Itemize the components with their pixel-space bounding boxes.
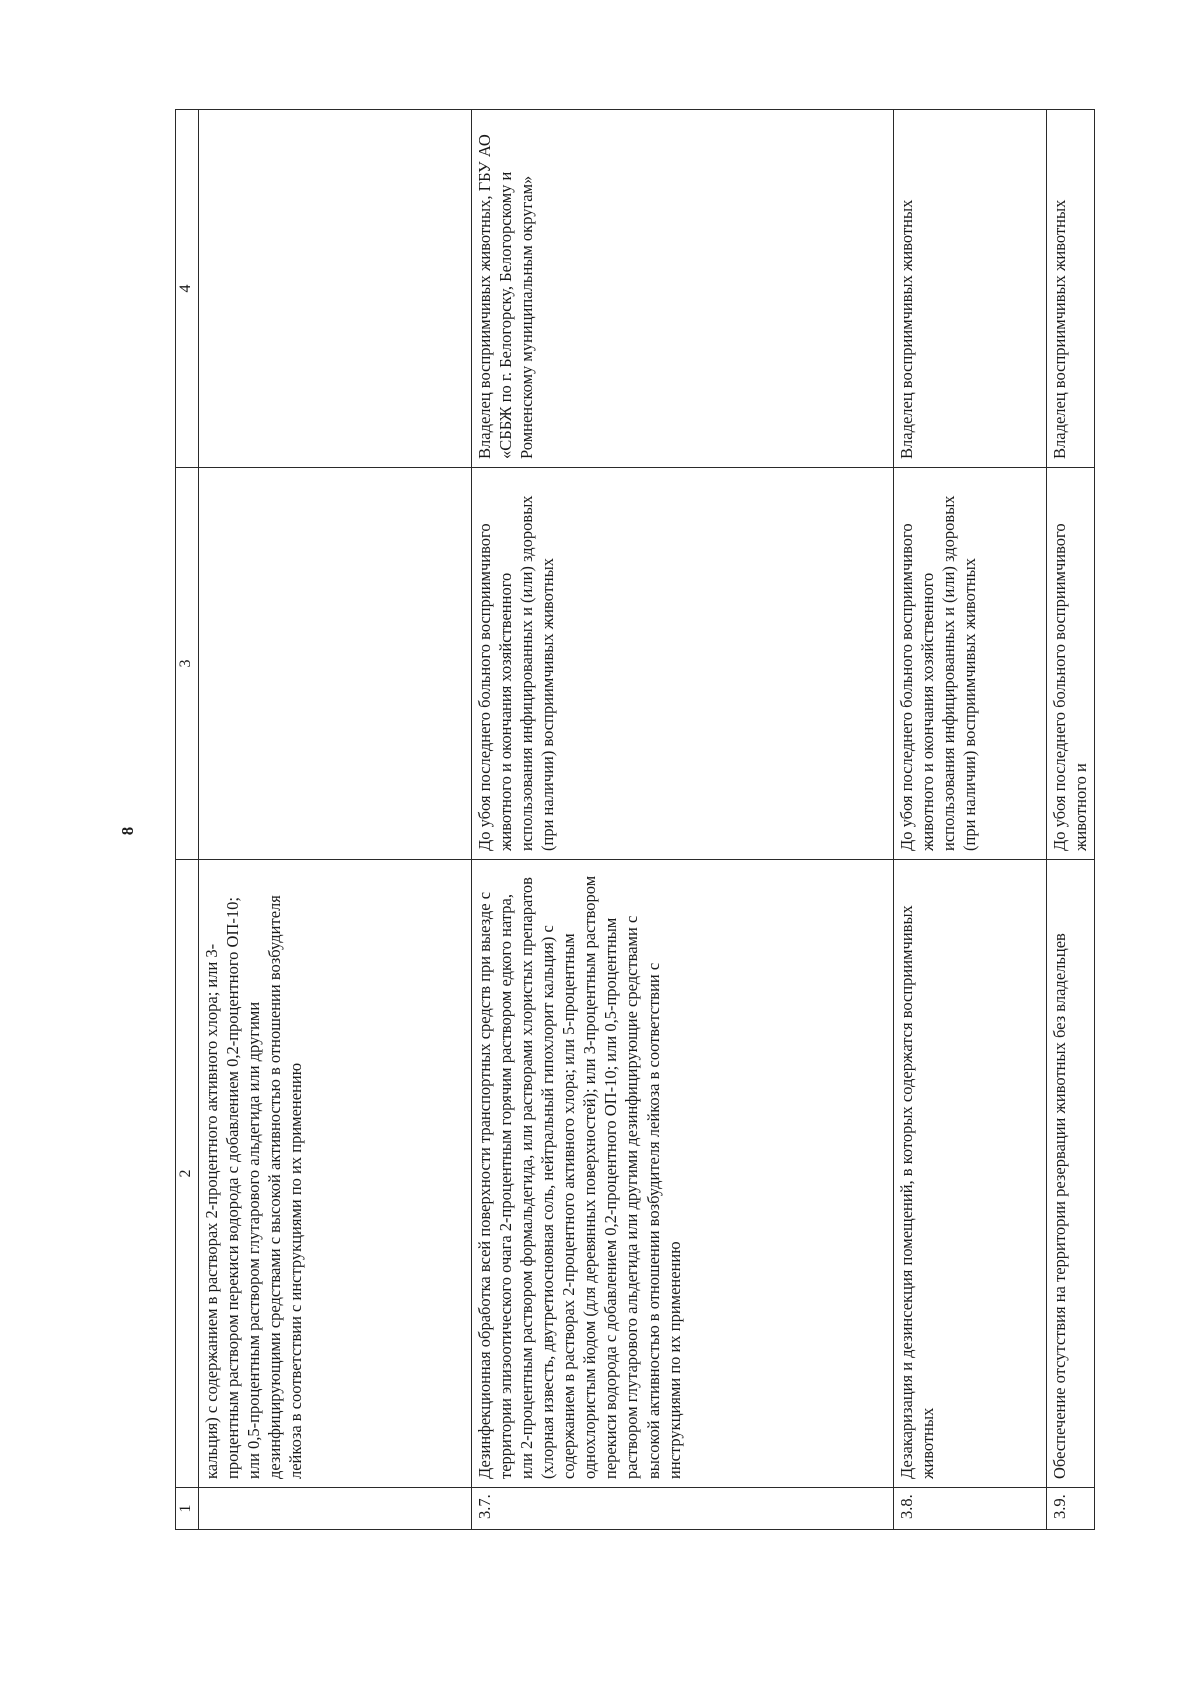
table-header-row	[176, 110, 199, 1530]
period-text: До убоя последнего больного восприимчивого животного и окончания хозяйственного использования инфицированных и (или) здоровых (при наличии) восприимчивых животных	[471, 468, 893, 860]
row-number	[199, 1488, 472, 1530]
table-row	[893, 110, 1046, 1530]
column-header-1: 1	[176, 1488, 199, 1530]
row-number: 3.9.	[1046, 1488, 1094, 1530]
table-row	[471, 110, 893, 1530]
measure-text: Обеспечение отсутствия на территории резервации животных без владельцев	[1046, 860, 1094, 1488]
measure-text: Дезакаризация и дезинсекция помещений, в которых содержатся восприимчивых животных	[893, 860, 1046, 1488]
column-header-2: 2	[176, 860, 199, 1488]
measure-text: Дезинфекционная обработка всей поверхности транспортных средств при выезде с территории эпизоотического очага 2-процентным горячим раствором едкого натра, или 2-процентным раствором формальдегида, или растворами хлористых препаратов (хлорная известь, двутретиосновная соль, нейтральный гипохлорит кальция) с содержанием в растворах 2-процентного активного хлора; или 5-процентным однохлористым йодом (для деревянных поверхностей); или 3-процентным раствором перекиси водорода с добавлением 0,2-процентного ОП-10; или 0,5-процентным раствором глутарового альдегида или другими дезинфицирующие средствами с высокой активностью в отношении возбудителя лейкоза в соответствии с инструкциями по их применению	[471, 860, 893, 1488]
measures-table	[175, 109, 1095, 1530]
measures-table-wrapper	[175, 110, 1095, 1530]
responsible-text: Владелец восприимчивых животных	[1046, 110, 1094, 468]
column-header-3: 3	[176, 468, 199, 860]
period-text	[199, 468, 472, 860]
table-row	[1046, 110, 1094, 1530]
column-header-4: 4	[176, 110, 199, 468]
table-row	[199, 110, 472, 1530]
responsible-text: Владелец восприимчивых животных	[893, 110, 1046, 468]
page-number: 8	[118, 826, 137, 836]
row-number: 3.7.	[471, 1488, 893, 1530]
responsible-text	[199, 110, 472, 468]
period-text: До убоя последнего больного восприимчивого животного и	[1046, 468, 1094, 860]
responsible-text: Владелец восприимчивых животных, ГБУ АО «СББЖ по г. Белогорску, Белогорскому и Ромненскому муниципальным округам»	[471, 110, 893, 468]
row-number: 3.8.	[893, 1488, 1046, 1530]
period-text: До убоя последнего больного восприимчивого животного и окончания хозяйственного использования инфицированных и (или) здоровых (при наличии) восприимчивых животных	[893, 468, 1046, 860]
measure-text: кальция) с содержанием в растворах 2-процентного активного хлора; или 3-процентным раствором перекиси водорода с добавлением 0,2-процентного ОП-10; или 0,5-процентным раствором глутарового альдегида или другими дезинфицирующими средствами с высокой активностью в отношении возбудителя лейкоза в соответствии с инструкциями по их применению	[199, 860, 472, 1488]
